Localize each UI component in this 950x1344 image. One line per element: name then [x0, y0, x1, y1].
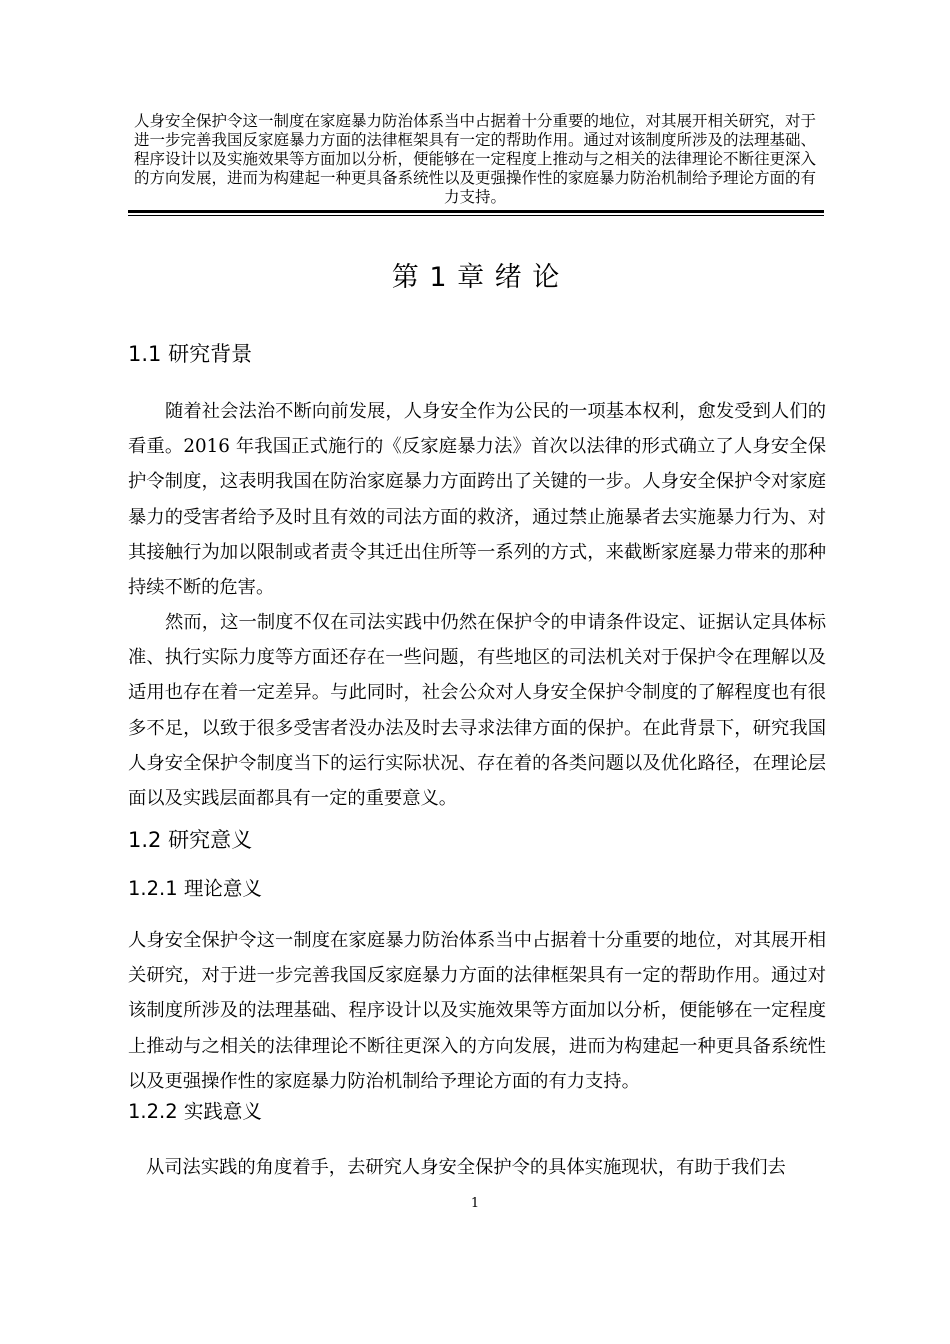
paragraph-background-1: 随着社会法治不断向前发展，人身安全作为公民的一项基本权利，愈发受到人们的看重。2016 年我国正式施行的《反家庭暴力法》首次以法律的形式确立了人身安全保护令制度，这表明我国在防治家庭暴力方面跨出了关键的一步。人身安全保护令对家庭暴力的受害者给予及时且有效的司法方面的救济，通过禁止施暴者去实施暴力行为、对其接触行为加以限制或者责令其迁出住所等一系列的方式，来截断家庭暴力带来的那种持续不断的危害。 — [128, 401, 826, 599]
header-rule-thick — [128, 210, 824, 213]
section-heading-1-1: 1.1 研究背景 — [128, 342, 253, 366]
paragraph-practical-significance: 从司法实践的角度着手，去研究人身安全保护令的具体实施现状，有助于我们去 — [146, 1157, 786, 1178]
chapter-title: 第 1 章 绪 论 — [391, 262, 561, 293]
section-heading-1-2-2: 1.2.2 实践意义 — [128, 1100, 262, 1123]
paragraph-theoretical-significance: 人身安全保护令这一制度在家庭暴力防治体系当中占据着十分重要的地位，对其展开相关研究，对于进一步完善我国反家庭暴力方面的法律框架具有一定的帮助作用。通过对该制度所涉及的法理基础、程序设计以及实施效果等方面加以分析，便能够在一定程度上推动与之相关的法律理论不断往更深入的方向发展，进而为构建起一种更具备系统性以及更强操作性的家庭暴力防治机制给予理论方面的有力支持。 — [128, 930, 826, 1092]
section-heading-1-2: 1.2 研究意义 — [128, 828, 253, 852]
header-rule-thin — [128, 215, 824, 216]
running-header: 人身安全保护令这一制度在家庭暴力防治体系当中占据着十分重要的地位，对其展开相关研究，对于进一步完善我国反家庭暴力方面的法律框架具有一定的帮助作用。通过对该制度所涉及的法理基础、程序设计以及实施效果等方面加以分析，便能够在一定程度上推动与之相关的法律理论不断往更深入的方向发展，进而为构建起一种更具备系统性以及更强操作性的家庭暴力防治机制给予理论方面的有力支持。 — [133, 112, 816, 206]
paragraph-background-2: 然而，这一制度不仅在司法实践中仍然在保护令的申请条件设定、证据认定具体标准、执行实际力度等方面还存在一些问题，有些地区的司法机关对于保护令在理解以及适用也存在着一定差异。与此同时，社会公众对人身安全保护令制度的了解程度也有很多不足，以致于很多受害者没办法及时去寻求法律方面的保护。在此背景下，研究我国人身安全保护令制度当下的运行实际状况、存在着的各类问题以及优化路径，在理论层面以及实践层面都具有一定的重要意义。 — [128, 612, 826, 810]
section-heading-1-2-1: 1.2.1 理论意义 — [128, 877, 262, 900]
page-number: 1 — [470, 1196, 480, 1211]
